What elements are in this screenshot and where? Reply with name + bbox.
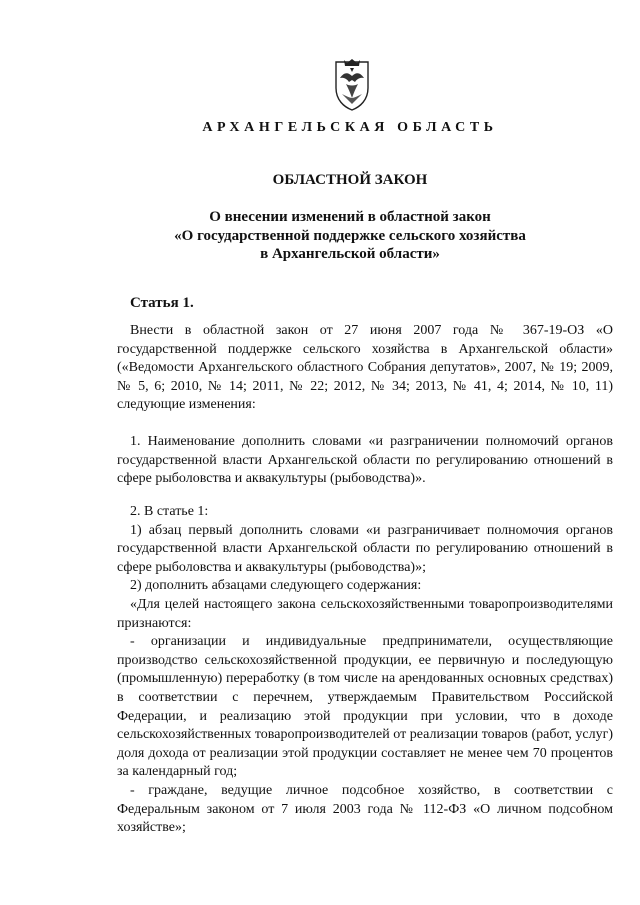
- item-2-subitem-2: 2) дополнить абзацами следующего содержания:: [130, 578, 422, 594]
- item-2-subitem-1: 1) абзац первый дополнить словами «и разграничивает полномочия органов государственной власти Архангельской области по регулированию отношений в сфере рыболовства и аквакультуры (рыбоводства)»;: [117, 522, 613, 575]
- coat-of-arms-icon: [330, 58, 374, 112]
- bullet-organizations: - организации и индивидуальные предприниматели, осуществляющие производство сельскохозяйственной продукции, ее первичную и последующую (промышленную) переработку (в том числе на арендованных основных средствах) в соответствии с перечнем, утверждаемым Правительством Российской Федерации, и реализацию этой продукции при условии, что в доходе сельскохозяйственных товаропроизводителей от реализации товаров (работ, услуг) доля дохода от реализации этой продукции составляет не менее чем 70 процентов за календарный год;: [117, 634, 613, 780]
- paragraph-text: 1. Наименование дополнить словами «и разграничении полномочий органов государственной власти Архангельской области по регулированию отношений в сфере рыболовства и аквакультуры (рыбоводства)».: [117, 434, 613, 487]
- title-line: в Архангельской области»: [260, 246, 440, 262]
- document-title: [0, 208, 640, 264]
- region-name: АРХАНГЕЛЬСКАЯ ОБЛАСТЬ: [202, 120, 498, 135]
- quote-intro: «Для целей настоящего закона сельскохозяйственными товаропроизводителями признаются:: [117, 596, 613, 631]
- bullet-citizens: - граждане, ведущие личное подсобное хозяйство, в соответствии с Федеральным законом от 7 июля 2003 года № 112-ФЗ «О личном подсобном хозяйстве»;: [117, 782, 613, 836]
- intro-paragraph: [117, 322, 613, 415]
- item-2-section: [117, 503, 613, 838]
- item-1-paragraph: [117, 433, 613, 489]
- title-line: О внесении изменений в областной закон: [209, 209, 491, 225]
- document-type: ОБЛАСТНОЙ ЗАКОН: [272, 172, 428, 188]
- paragraph-text: Внести в областной закон от 27 июня 2007 года № 367-19-ОЗ «О государственной поддержке сельского хозяйства в Архангельской области» («Ведомости Архангельского областного Собрания депутатов», 2007, № 19; 2009, № 5, 6; 2010, № 14; 2011, № 22; 2012, № 34; 2013, № 41, 4; 2014, № 10, 11) следующие изменения:: [117, 323, 613, 413]
- title-line: «О государственной поддержке сельского хозяйства: [174, 227, 526, 244]
- item-2-heading: 2. В статье 1:: [130, 504, 209, 519]
- article-heading: Статья 1.: [130, 295, 194, 311]
